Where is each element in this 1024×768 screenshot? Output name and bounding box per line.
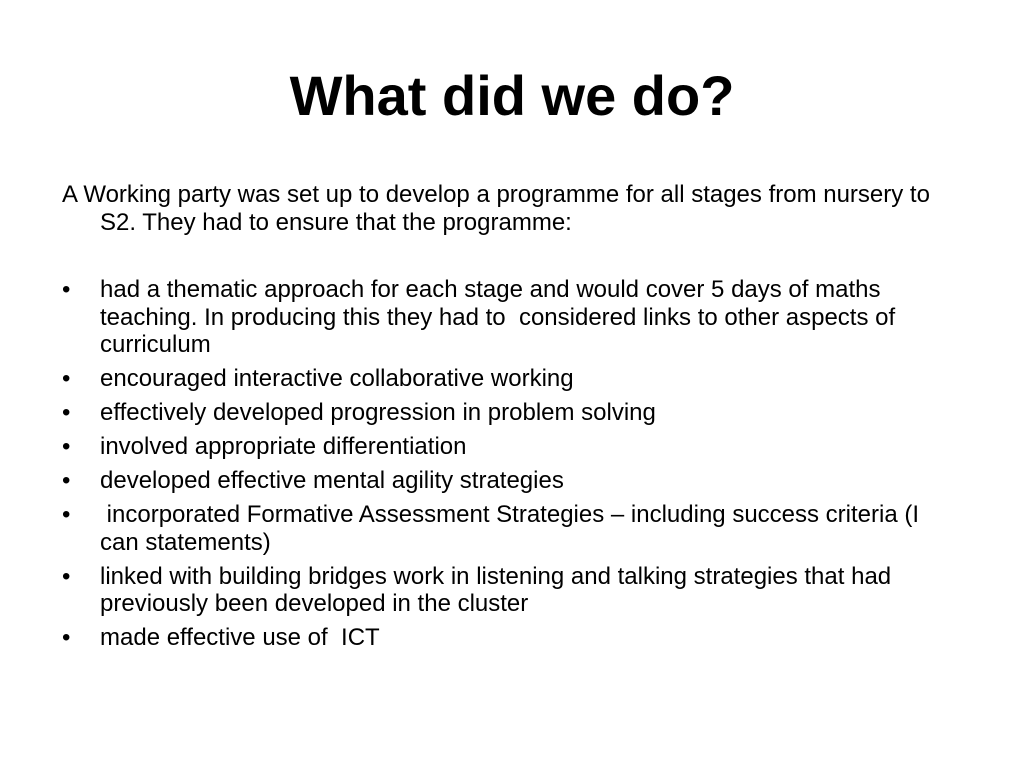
bullet-item: [62, 467, 962, 495]
slide-body: [62, 181, 962, 658]
bullet-icon: •: [62, 624, 71, 651]
bullet-text: encouraged interactive collaborative working: [100, 365, 574, 392]
bullet-item: [62, 399, 962, 427]
bullet-item: [62, 433, 962, 461]
bullet-text: made effective use of ICT: [100, 624, 380, 651]
intro-paragraph: A Working party was set up to develop a programme for all stages from nursery to S2. They had to ensure that the programme:: [62, 181, 930, 236]
bullet-item: [62, 563, 962, 618]
bullet-item: [62, 365, 962, 393]
bullet-icon: •: [62, 365, 71, 392]
bullet-text: involved appropriate differentiation: [100, 433, 467, 460]
bullet-icon: •: [62, 433, 71, 460]
bullet-icon: •: [62, 399, 71, 426]
slide-title: What did we do?: [289, 64, 735, 127]
bullet-text: linked with building bridges work in listening and talking strategies that had previously been developed in the cluster: [100, 562, 898, 617]
bullet-item: [62, 276, 962, 359]
bullet-item: [62, 624, 962, 652]
bullet-icon: •: [62, 501, 71, 528]
bullet-item: [62, 501, 962, 556]
bullet-text: had a thematic approach for each stage and would cover 5 days of maths teaching. In producing this they had to considered links to other aspects of curriculum: [100, 276, 902, 358]
bullet-icon: •: [62, 276, 71, 303]
bullet-icon: •: [62, 562, 71, 590]
bullet-text: effectively developed progression in problem solving: [100, 399, 656, 426]
bullet-list: [62, 276, 962, 652]
bullet-icon: •: [62, 467, 71, 494]
bullet-text: developed effective mental agility strategies: [100, 467, 564, 494]
bullet-text: incorporated Formative Assessment Strategies – including success criteria (I can statements): [100, 501, 926, 556]
